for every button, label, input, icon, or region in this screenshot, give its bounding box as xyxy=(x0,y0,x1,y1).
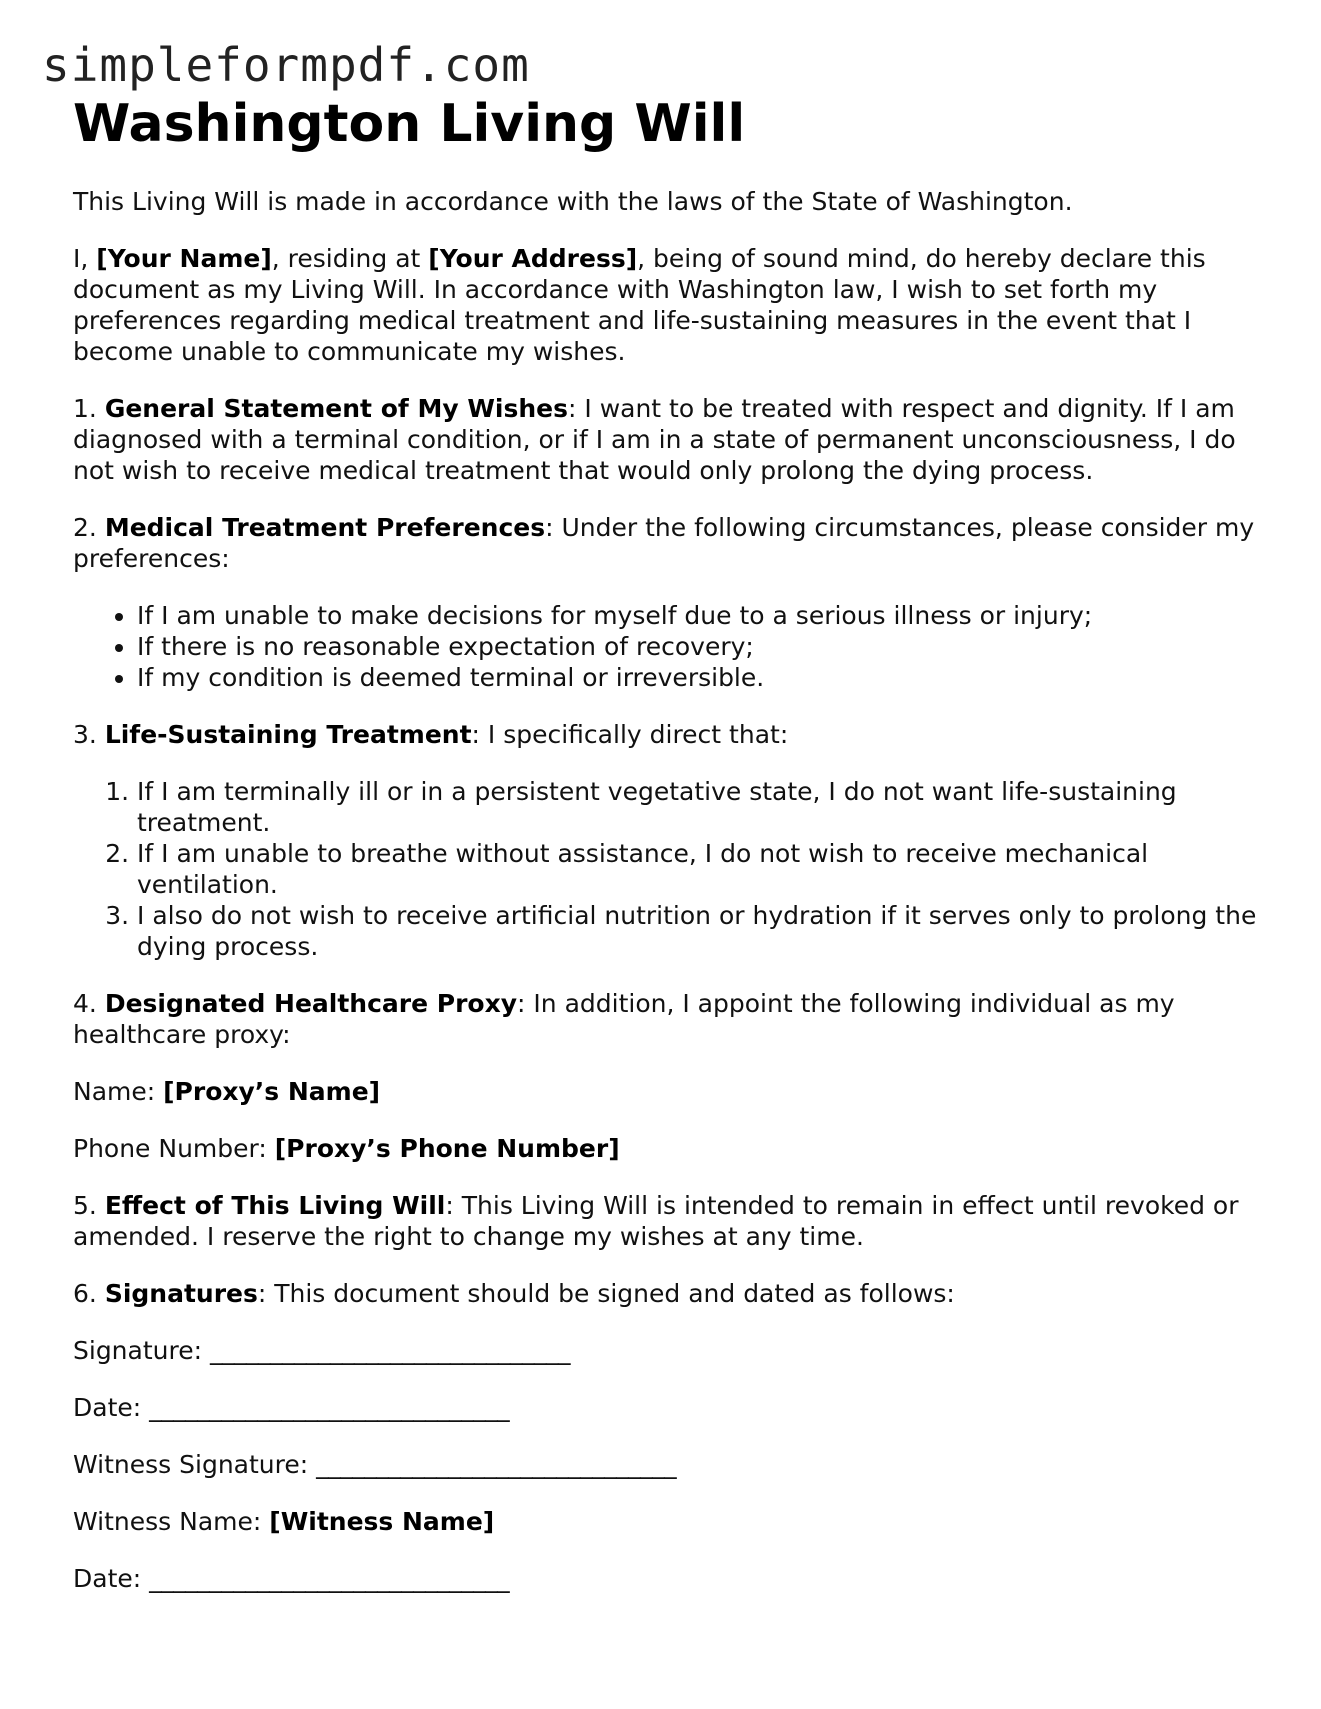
section-5 xyxy=(73,1190,1263,1252)
proxy-name-line xyxy=(73,1076,1263,1107)
proxy-name-label: Name: xyxy=(73,1077,164,1106)
declaration-mid: , residing at xyxy=(271,244,429,273)
proxy-phone-label: Phone Number: xyxy=(73,1134,275,1163)
signature-line[interactable]: ______________________________ xyxy=(209,1336,570,1365)
witness-date-field xyxy=(73,1563,1263,1594)
witness-date-label: Date: xyxy=(73,1564,150,1593)
section-4-text: : In addition, I appoint the following individual as my healthcare proxy: xyxy=(73,989,1175,1049)
intro-paragraph: This Living Will is made in accordance with the laws of the State of Washington. xyxy=(73,187,1073,216)
section-4-number: 4. xyxy=(73,989,105,1018)
list-item: 1. If I am terminally ill or in a persistent vegetative state, I do not want life-sustaining treatment. xyxy=(137,776,1263,838)
proxy-phone-line xyxy=(73,1133,1263,1164)
section-2 xyxy=(73,512,1263,574)
witness-name-placeholder: [Witness Name] xyxy=(269,1507,495,1536)
section-1-text: : I want to be treated with respect and dignity. If I am diagnosed with a terminal condition, or if I am in a state of permanent unconsciousness, I do not wish to receive medical treatment that would only prolong the dying process. xyxy=(73,394,1236,485)
section-3 xyxy=(73,719,1263,750)
witness-signature-line[interactable]: ______________________________ xyxy=(316,1450,677,1479)
section-4-heading: Designated Healthcare Proxy xyxy=(104,989,518,1018)
list-item: • If my condition is deemed terminal or irreversible. xyxy=(137,662,1263,693)
list-item: 3. I also do not wish to receive artificial nutrition or hydration if it serves only to prolong the dying process. xyxy=(137,900,1263,962)
signature-label: Signature: xyxy=(73,1336,210,1365)
section-3-number: 3. xyxy=(73,720,105,749)
section-2-heading: Medical Treatment Preferences xyxy=(104,513,546,542)
section-1-heading: General Statement of My Wishes xyxy=(104,394,568,423)
witness-name-field xyxy=(73,1506,1263,1537)
section-5-text: : This Living Will is intended to remain in effect until revoked or amended. I reserve the right to change my wishes at any time. xyxy=(73,1191,1239,1251)
page-title: Washington Living Will xyxy=(73,94,746,154)
section-5-number: 5. xyxy=(73,1191,105,1220)
list-item: • If there is no reasonable expectation of recovery; xyxy=(137,631,1263,662)
section-4 xyxy=(73,988,1263,1050)
declaration-pre: I, xyxy=(73,244,97,273)
date-field xyxy=(73,1392,1263,1423)
section-1-number: 1. xyxy=(73,394,105,423)
date-label: Date: xyxy=(73,1393,150,1422)
section-2-text: : Under the following circumstances, please consider my preferences: xyxy=(73,513,1255,573)
section-3-heading: Life-Sustaining Treatment xyxy=(104,720,472,749)
section-1 xyxy=(73,393,1263,486)
witness-name-label: Witness Name: xyxy=(73,1507,270,1536)
declaration-paragraph xyxy=(73,243,1263,367)
section-6-number: 6. xyxy=(73,1279,105,1308)
date-line[interactable]: ______________________________ xyxy=(149,1393,510,1422)
signature-field xyxy=(73,1335,1263,1366)
section-6-text: : This document should be signed and dated as follows: xyxy=(257,1279,955,1308)
witness-signature-label: Witness Signature: xyxy=(73,1450,317,1479)
watermark: simpleformpdf.com xyxy=(42,38,530,92)
witness-date-line[interactable]: ______________________________ xyxy=(149,1564,510,1593)
your-name-placeholder: [Your Name] xyxy=(96,244,272,273)
list-item: • If I am unable to make decisions for myself due to a serious illness or injury; xyxy=(137,600,1263,631)
document-content xyxy=(73,92,1263,1620)
section-2-number: 2. xyxy=(73,513,105,542)
section-6 xyxy=(73,1278,1263,1309)
preferences-list xyxy=(73,600,1263,693)
proxy-name-placeholder: [Proxy’s Name] xyxy=(163,1077,381,1106)
section-5-heading: Effect of This Living Will xyxy=(104,1191,446,1220)
witness-signature-field xyxy=(73,1449,1263,1480)
directives-list xyxy=(73,776,1263,962)
your-address-placeholder: [Your Address] xyxy=(428,244,638,273)
section-6-heading: Signatures xyxy=(104,1279,258,1308)
list-item: 2. If I am unable to breathe without assistance, I do not wish to receive mechanical ventilation. xyxy=(137,838,1263,900)
declaration-post: , being of sound mind, do hereby declare this document as my Living Will. In accordance with Washington law, I wish to set forth my preferences regarding medical treatment and life-sustaining measures in the event that I become unable to communicate my wishes. xyxy=(73,244,1206,366)
section-3-text: : I specifically direct that: xyxy=(471,720,789,749)
proxy-phone-placeholder: [Proxy’s Phone Number] xyxy=(274,1134,620,1163)
